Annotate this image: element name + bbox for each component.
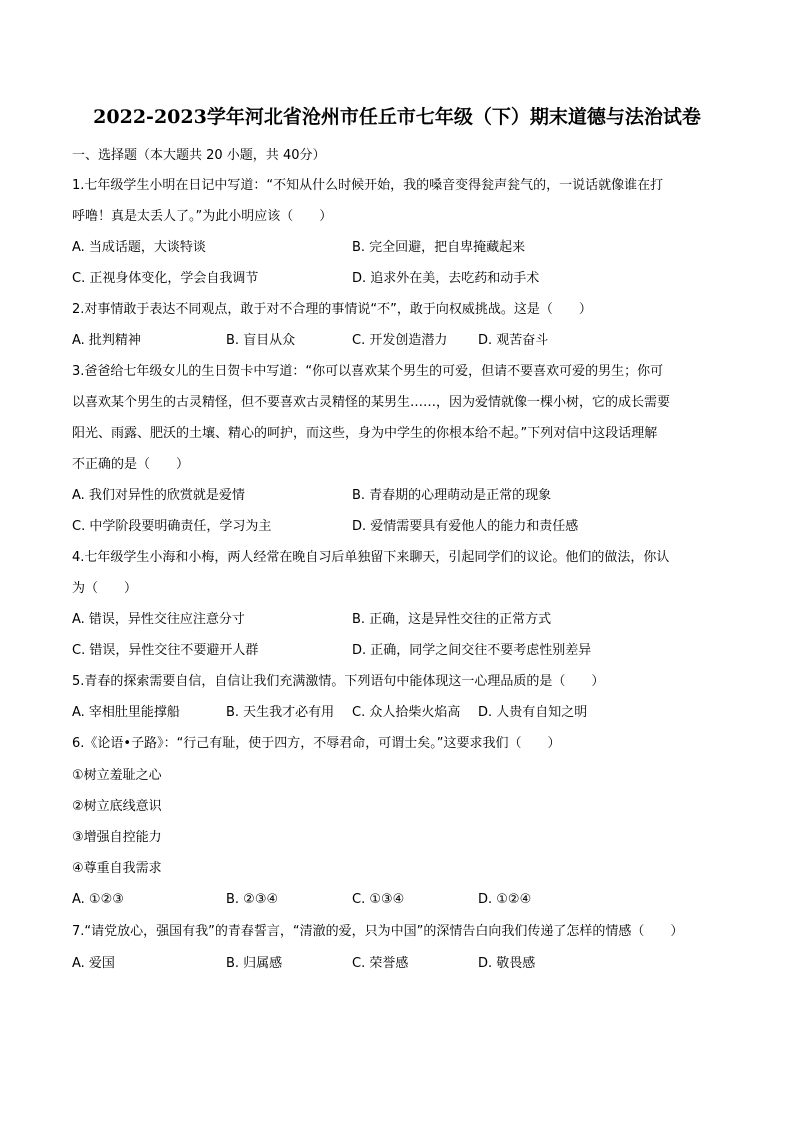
question-5-option-c: C. 众人拾柴火焰高 — [352, 705, 461, 720]
question-1-option-c: C. 正视身体变化，学会自我调节 — [72, 271, 259, 286]
question-5-option-a: A. 宰相肚里能撑船 — [72, 705, 180, 720]
question-4-option-b: B. 正确，这是异性交往的正常方式 — [352, 612, 552, 627]
question-6-option-d: D. ①②④ — [478, 892, 532, 907]
question-7-line-1: 7.“请党放心，强国有我”的青春誓言，“清澈的爱，只为中国”的深情告白向我们传递了怎样的情感（ ） — [72, 924, 684, 939]
question-7-option-a: A. 爱国 — [72, 956, 115, 971]
question-4-line-2: 为（ ） — [72, 581, 138, 596]
question-1-option-b: B. 完全回避，把自卑掩藏起来 — [352, 240, 526, 255]
question-1-line-1: 1.七年级学生小明在日记中写道：“不知从什么时候开始，我的嗓音变得瓮声瓮气的，一说话就像谁在打 — [72, 178, 664, 193]
question-2-line-1: 2.对事情敢于表达不同观点，敢于对不合理的事情说“不”，敢于向权威挑战。这是（ ） — [72, 302, 592, 317]
question-3-option-d: D. 爱情需要具有爱他人的能力和责任感 — [352, 519, 579, 534]
question-6-statement-4: ④尊重自我需求 — [72, 861, 162, 876]
question-5-option-b: B. 天生我才必有用 — [226, 705, 335, 720]
question-5-line-1: 5.青春的探索需要自信，自信让我们充满激情。下列语句中能体现这一心理品质的是（ ） — [72, 674, 605, 689]
question-6-statement-3: ③增强自控能力 — [72, 830, 162, 845]
question-7-option-d: D. 敬畏感 — [478, 956, 536, 971]
question-1-option-d: D. 追求外在美，去吃药和动手术 — [352, 271, 540, 286]
question-3-option-b: B. 青春期的心理萌动是正常的现象 — [352, 488, 552, 503]
question-6-option-a: A. ①②③ — [72, 892, 124, 907]
question-6-statement-1: ①树立羞耻之心 — [72, 768, 162, 783]
question-3-line-3: 阳光、雨露、肥沃的土壤、精心的呵护，而这些，身为中学生的你根本给不起。”下列对信中这段话理解 — [72, 426, 658, 441]
question-6-option-c: C. ①③④ — [352, 892, 405, 907]
question-3-option-a: A. 我们对异性的欣赏就是爱情 — [72, 488, 245, 503]
question-2-option-c: C. 开发创造潜力 — [352, 333, 448, 348]
question-4-option-a: A. 错误，异性交往应注意分寸 — [72, 612, 245, 627]
question-1-line-2: 呼噜！真是太丢人了。”为此小明应该（ ） — [72, 209, 333, 224]
question-3-option-c: C. 中学阶段要明确责任，学习为主 — [72, 519, 272, 534]
question-2-option-b: B. 盲目从众 — [226, 333, 296, 348]
question-3-line-4: 不正确的是（ ） — [72, 457, 190, 472]
question-7-option-c: C. 荣誉感 — [352, 956, 409, 971]
question-7-option-b: B. 归属感 — [226, 956, 283, 971]
question-4-option-c: C. 错误，异性交往不要避开人群 — [72, 643, 259, 658]
question-6-option-b: B. ②③④ — [226, 892, 279, 907]
question-3-line-1: 3.爸爸给七年级女儿的生日贺卡中写道：“你可以喜欢某个男生的可爱，但请不要喜欢可爱的男生；你可 — [72, 364, 664, 379]
question-5-option-d: D. 人贵有自知之明 — [478, 705, 588, 720]
question-6-line-1: 6.《论语•子路》：“行己有耻，使于四方，不辱君命，可谓士矣。”这要求我们（ ） — [72, 736, 561, 751]
exam-title: 2022-2023学年河北省沧州市任丘市七年级（下）期末道德与法治试卷 — [93, 106, 701, 128]
section-heading: 一、选择题（本大题共 20 小题，共 40分） — [72, 148, 326, 163]
question-2-option-a: A. 批判精神 — [72, 333, 141, 348]
question-6-statement-2: ②树立底线意识 — [72, 799, 162, 814]
question-1-option-a: A. 当成话题，大谈特谈 — [72, 240, 206, 255]
question-2-option-d: D. 观苦奋斗 — [478, 333, 549, 348]
question-4-option-d: D. 正确，同学之间交往不要考虑性别差异 — [352, 643, 592, 658]
question-4-line-1: 4.七年级学生小海和小梅，两人经常在晚自习后单独留下来聊天，引起同学们的议论。他们的做法，你认 — [72, 550, 670, 565]
question-3-line-2: 以喜欢某个男生的古灵精怪，但不要喜欢古灵精怪的某男生……，因为爱情就像一棵小树，它的成长需要 — [72, 395, 671, 410]
